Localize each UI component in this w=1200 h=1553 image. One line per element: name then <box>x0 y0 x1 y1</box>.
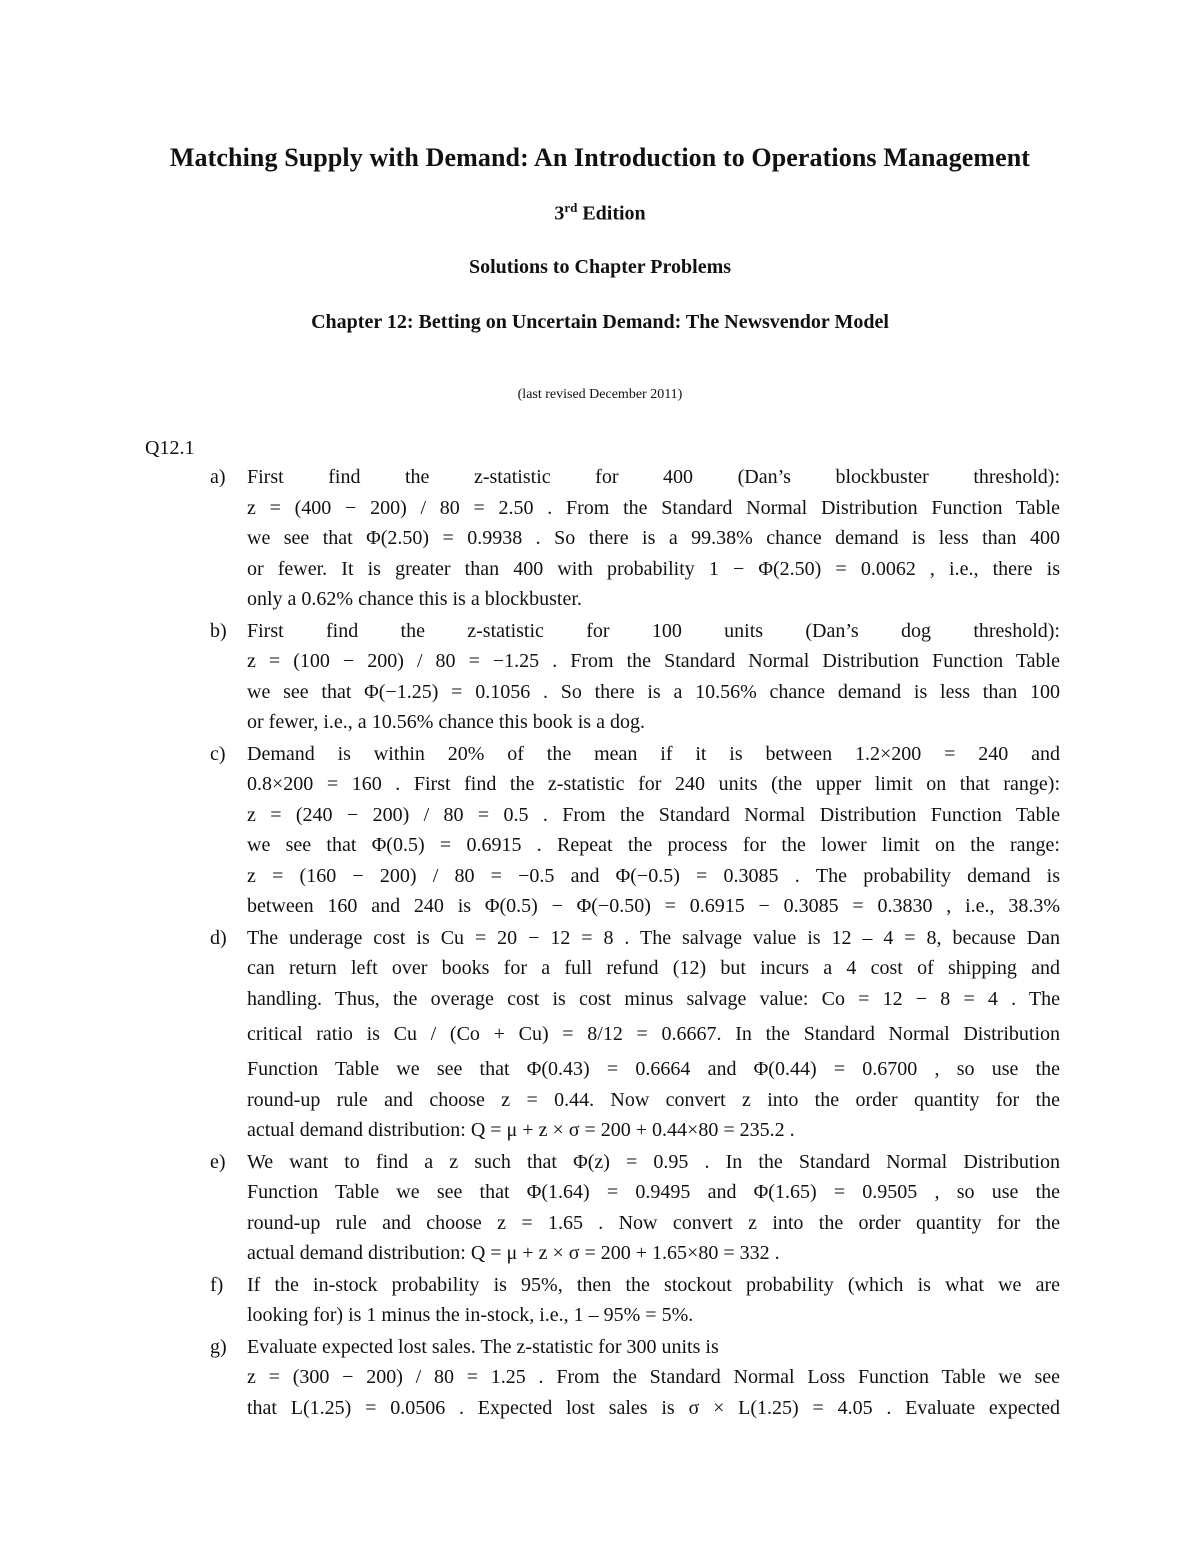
text-line: z = (300 − 200) / 80 = 1.25 . From the Standard Normal Loss Function Table we see <box>247 1366 1060 1388</box>
answer-list <box>210 462 1060 1423</box>
question-label: Q12.1 <box>145 437 195 459</box>
text-line: 0.8×200 = 160 . First find the z-statistic for 240 units (the upper limit on that range): <box>247 773 1060 795</box>
text-line: round-up rule and choose z = 0.44. Now convert z into the order quantity for the <box>247 1088 1060 1111</box>
edition-heading <box>0 200 1200 226</box>
text-line: Function Table we see that Φ(1.64) = 0.9495 and Φ(1.65) = 0.9505 , so use the <box>247 1181 1060 1203</box>
solutions-heading: Solutions to Chapter Problems <box>468 256 732 278</box>
text-line: that L(1.25) = 0.0506 . Expected lost sales is σ × L(1.25) = 4.05 . Evaluate expected <box>247 1396 1060 1419</box>
answer-item-c <box>210 739 1060 922</box>
item-marker: g) <box>210 1335 227 1358</box>
revision-note: (last revised December 2011) <box>517 387 683 402</box>
text-line: critical ratio is Cu / (Co + Cu) = 8/12 = 0.6667. In the Standard Normal Distribution <box>247 1023 1060 1045</box>
answer-item-b <box>210 616 1060 738</box>
text-line: z = (160 − 200) / 80 = −0.5 and Φ(−0.5) = 0.3085 . The probability demand is <box>247 864 1060 887</box>
text-line: Function Table we see that Φ(0.43) = 0.6664 and Φ(0.44) = 0.6700 , so use the <box>247 1058 1060 1080</box>
answer-item-d <box>210 923 1060 1146</box>
text-line: Demand is within 20% of the mean if it is between 1.2×200 = 240 and <box>247 742 1060 765</box>
text-line: looking for) is 1 minus the in-stock, i.e., 1 – 95% = 5%. <box>247 1304 694 1326</box>
text-line: If the in-stock probability is 95%, then the stockout probability (which is what we are <box>247 1273 1060 1296</box>
answer-item-f <box>210 1270 1060 1331</box>
text-line: z = (400 − 200) / 80 = 2.50 . From the Standard Normal Distribution Function Table <box>247 496 1060 519</box>
text-line: or fewer. It is greater than 400 with probability 1 − Φ(2.50) = 0.0062 , i.e., there is <box>247 557 1060 580</box>
edition-word: Edition <box>582 202 646 225</box>
text-line: between 160 and 240 is Φ(0.5) − Φ(−0.50) = 0.6915 − 0.3085 = 0.3830 , i.e., 38.3% <box>247 895 1060 917</box>
text-line: handling. Thus, the overage cost is cost minus salvage value: Co = 12 − 8 = 4 . The <box>247 987 1060 1010</box>
item-marker: b) <box>210 619 227 642</box>
text-line: we see that Φ(2.50) = 0.9938 . So there is a 99.38% chance demand is less than 400 <box>247 527 1060 549</box>
edition-suffix: rd <box>564 200 578 215</box>
text-line: z = (100 − 200) / 80 = −1.25 . From the Standard Normal Distribution Function Table <box>247 650 1060 672</box>
answer-item-a <box>210 462 1060 615</box>
text-line: The underage cost is Cu = 20 − 12 = 8 . The salvage value is 12 – 4 = 8, because Dan <box>247 926 1060 949</box>
answer-item-e <box>210 1147 1060 1269</box>
document-title: Matching Supply with Demand: An Introduction to Operations Management <box>169 143 1031 172</box>
item-marker: a) <box>210 466 226 488</box>
text-line: round-up rule and choose z = 1.65 . Now convert z into the order quantity for the <box>247 1211 1060 1234</box>
answer-item-g <box>210 1332 1060 1424</box>
text-line: we see that Φ(−1.25) = 0.1056 . So there is a 10.56% chance demand is less than 100 <box>247 680 1060 703</box>
text-line: or fewer, i.e., a 10.56% chance this book is a dog. <box>247 711 645 733</box>
item-marker: f) <box>210 1273 224 1296</box>
chapter-heading: Chapter 12: Betting on Uncertain Demand: The Newsvendor Model <box>311 311 889 333</box>
item-marker: d) <box>210 926 227 949</box>
edition-number: 3 <box>554 202 565 225</box>
text-line: z = (240 − 200) / 80 = 0.5 . From the Standard Normal Distribution Function Table <box>247 803 1060 826</box>
text-line: actual demand distribution: Q = μ + z × σ = 200 + 1.65×80 = 332 . <box>247 1242 780 1264</box>
item-marker: e) <box>210 1150 226 1173</box>
text-line: only a 0.62% chance this is a blockbuster. <box>247 588 582 610</box>
text-line: First find the z-statistic for 400 (Dan’s blockbuster threshold): <box>247 466 1060 488</box>
text-line: Evaluate expected lost sales. The z-statistic for 300 units is <box>247 1335 719 1358</box>
text-line: We want to find a z such that Φ(z) = 0.95 . In the Standard Normal Distribution <box>247 1150 1060 1173</box>
text-line: First find the z-statistic for 100 units (Dan’s dog threshold): <box>247 619 1060 642</box>
text-line: we see that Φ(0.5) = 0.6915 . Repeat the process for the lower limit on the range: <box>247 834 1060 856</box>
item-marker: c) <box>210 742 226 765</box>
text-line: can return left over books for a full refund (12) but incurs a 4 cost of shipping and <box>247 957 1060 979</box>
text-line: actual demand distribution: Q = μ + z × σ = 200 + 0.44×80 = 235.2 . <box>247 1119 795 1141</box>
